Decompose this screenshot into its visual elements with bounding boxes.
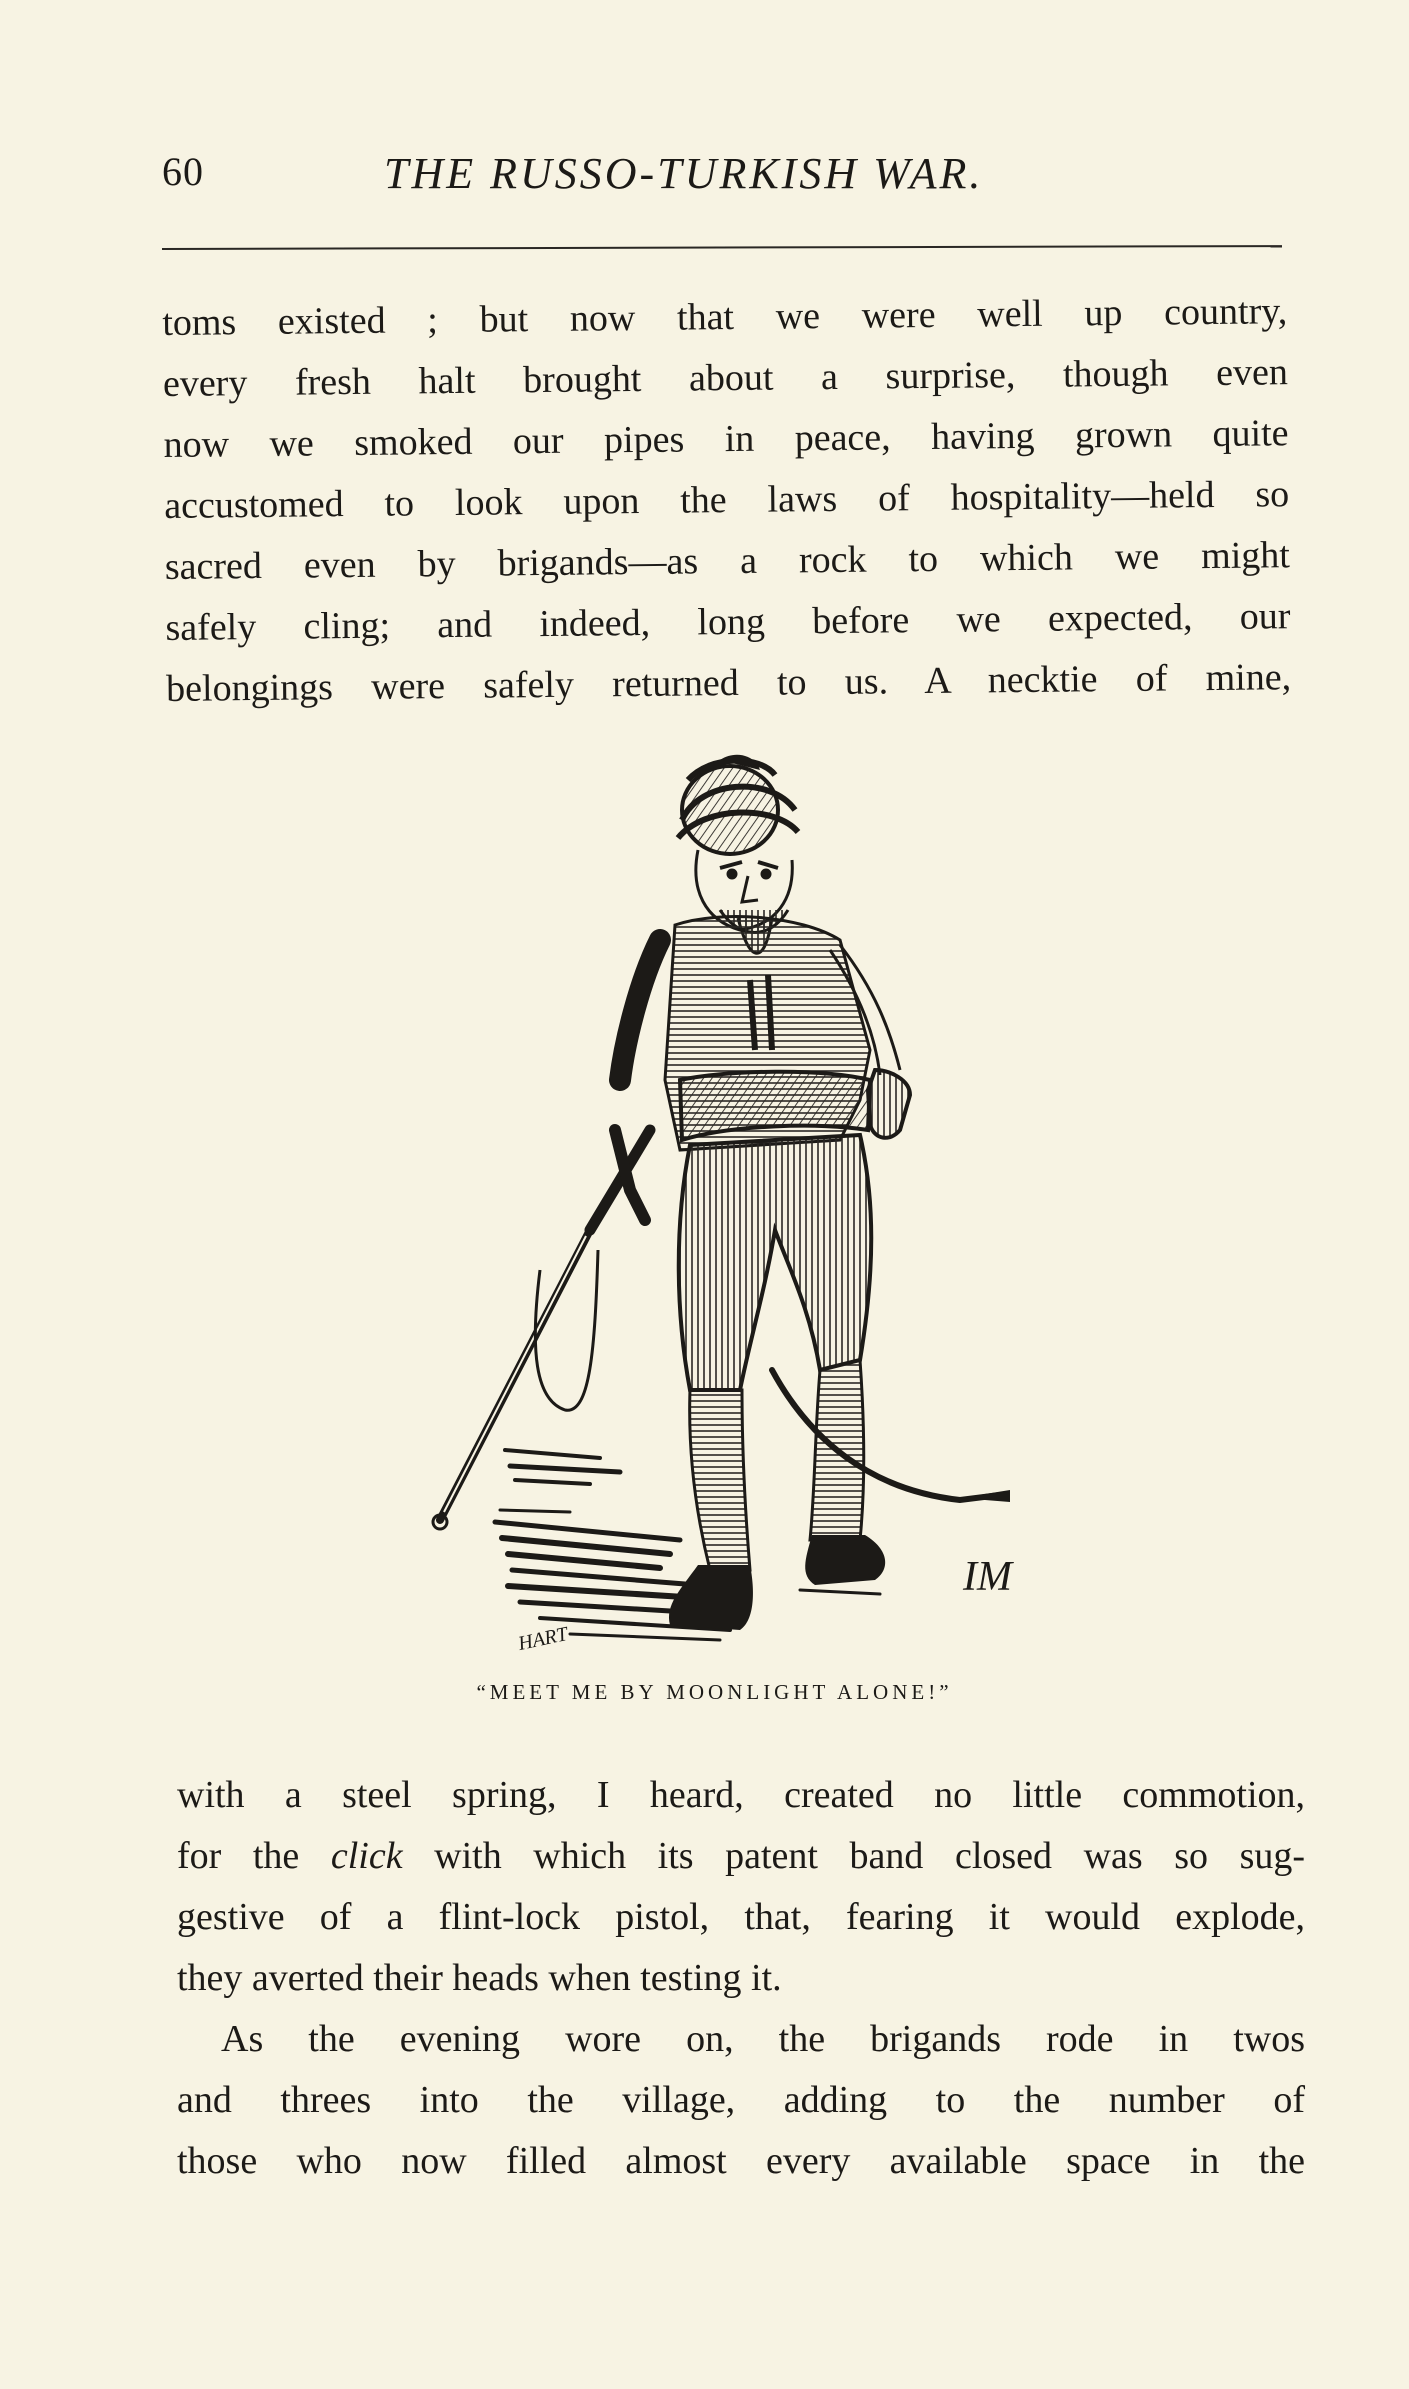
boots: [669, 1535, 885, 1630]
running-title: THE RUSSO-TURKISH WAR.: [384, 149, 984, 198]
paragraph-2: [177, 1765, 1305, 2009]
header-rule: [162, 245, 1282, 250]
text-line: they averted their heads when testing it.: [177, 1957, 782, 1999]
torso: [620, 917, 910, 1150]
artist-initials: IM: [963, 1554, 1012, 1600]
text-line: accustomed to look upon the laws of hospitality—held so: [164, 473, 1290, 527]
text-line: toms existed ; but now that we were well up country,: [162, 290, 1288, 344]
page-number: 60: [162, 149, 204, 194]
text-line: those who now filled almost every available space in the: [177, 2140, 1305, 2182]
text-line: gestive of a flint-lock pistol, that, fearing it would explode,: [177, 1896, 1305, 1938]
sword-scabbard: [772, 1370, 1010, 1502]
text-line: [177, 1826, 1305, 1887]
paragraph-1: [162, 281, 1291, 720]
trousers: [679, 1135, 872, 1570]
text-line: sacred even by brigands—as a rock to which we might: [164, 534, 1291, 588]
text-line: belongings were safely returned to us. A necktie of mine,: [165, 656, 1292, 710]
text-line: now we smoked our pipes in peace, having grown quite: [163, 412, 1289, 466]
paragraph-3: [177, 2009, 1305, 2192]
text-line: with a steel spring, I heard, created no little commotion,: [177, 1774, 1305, 1816]
text-line: every fresh halt brought about a surprise, though even: [162, 351, 1289, 405]
text-line: and threes into the village, adding to the number of: [177, 2079, 1305, 2121]
text-line: safely cling; and indeed, long before we expected, our: [165, 595, 1291, 649]
text-segment: with which its patent band closed was so sug-: [434, 1835, 1306, 1877]
text-line: As the evening wore on, the brigands rode in twos: [221, 2018, 1305, 2060]
artist-signature: HART: [516, 1623, 570, 1655]
running-head: [162, 148, 1282, 208]
turban: [678, 755, 798, 854]
brigand-illustration: [420, 750, 1040, 1670]
illustration-caption: “MEET ME BY MOONLIGHT ALONE!”: [476, 1680, 953, 1704]
italic-word: click: [330, 1835, 403, 1877]
text-segment: for the: [177, 1835, 300, 1877]
